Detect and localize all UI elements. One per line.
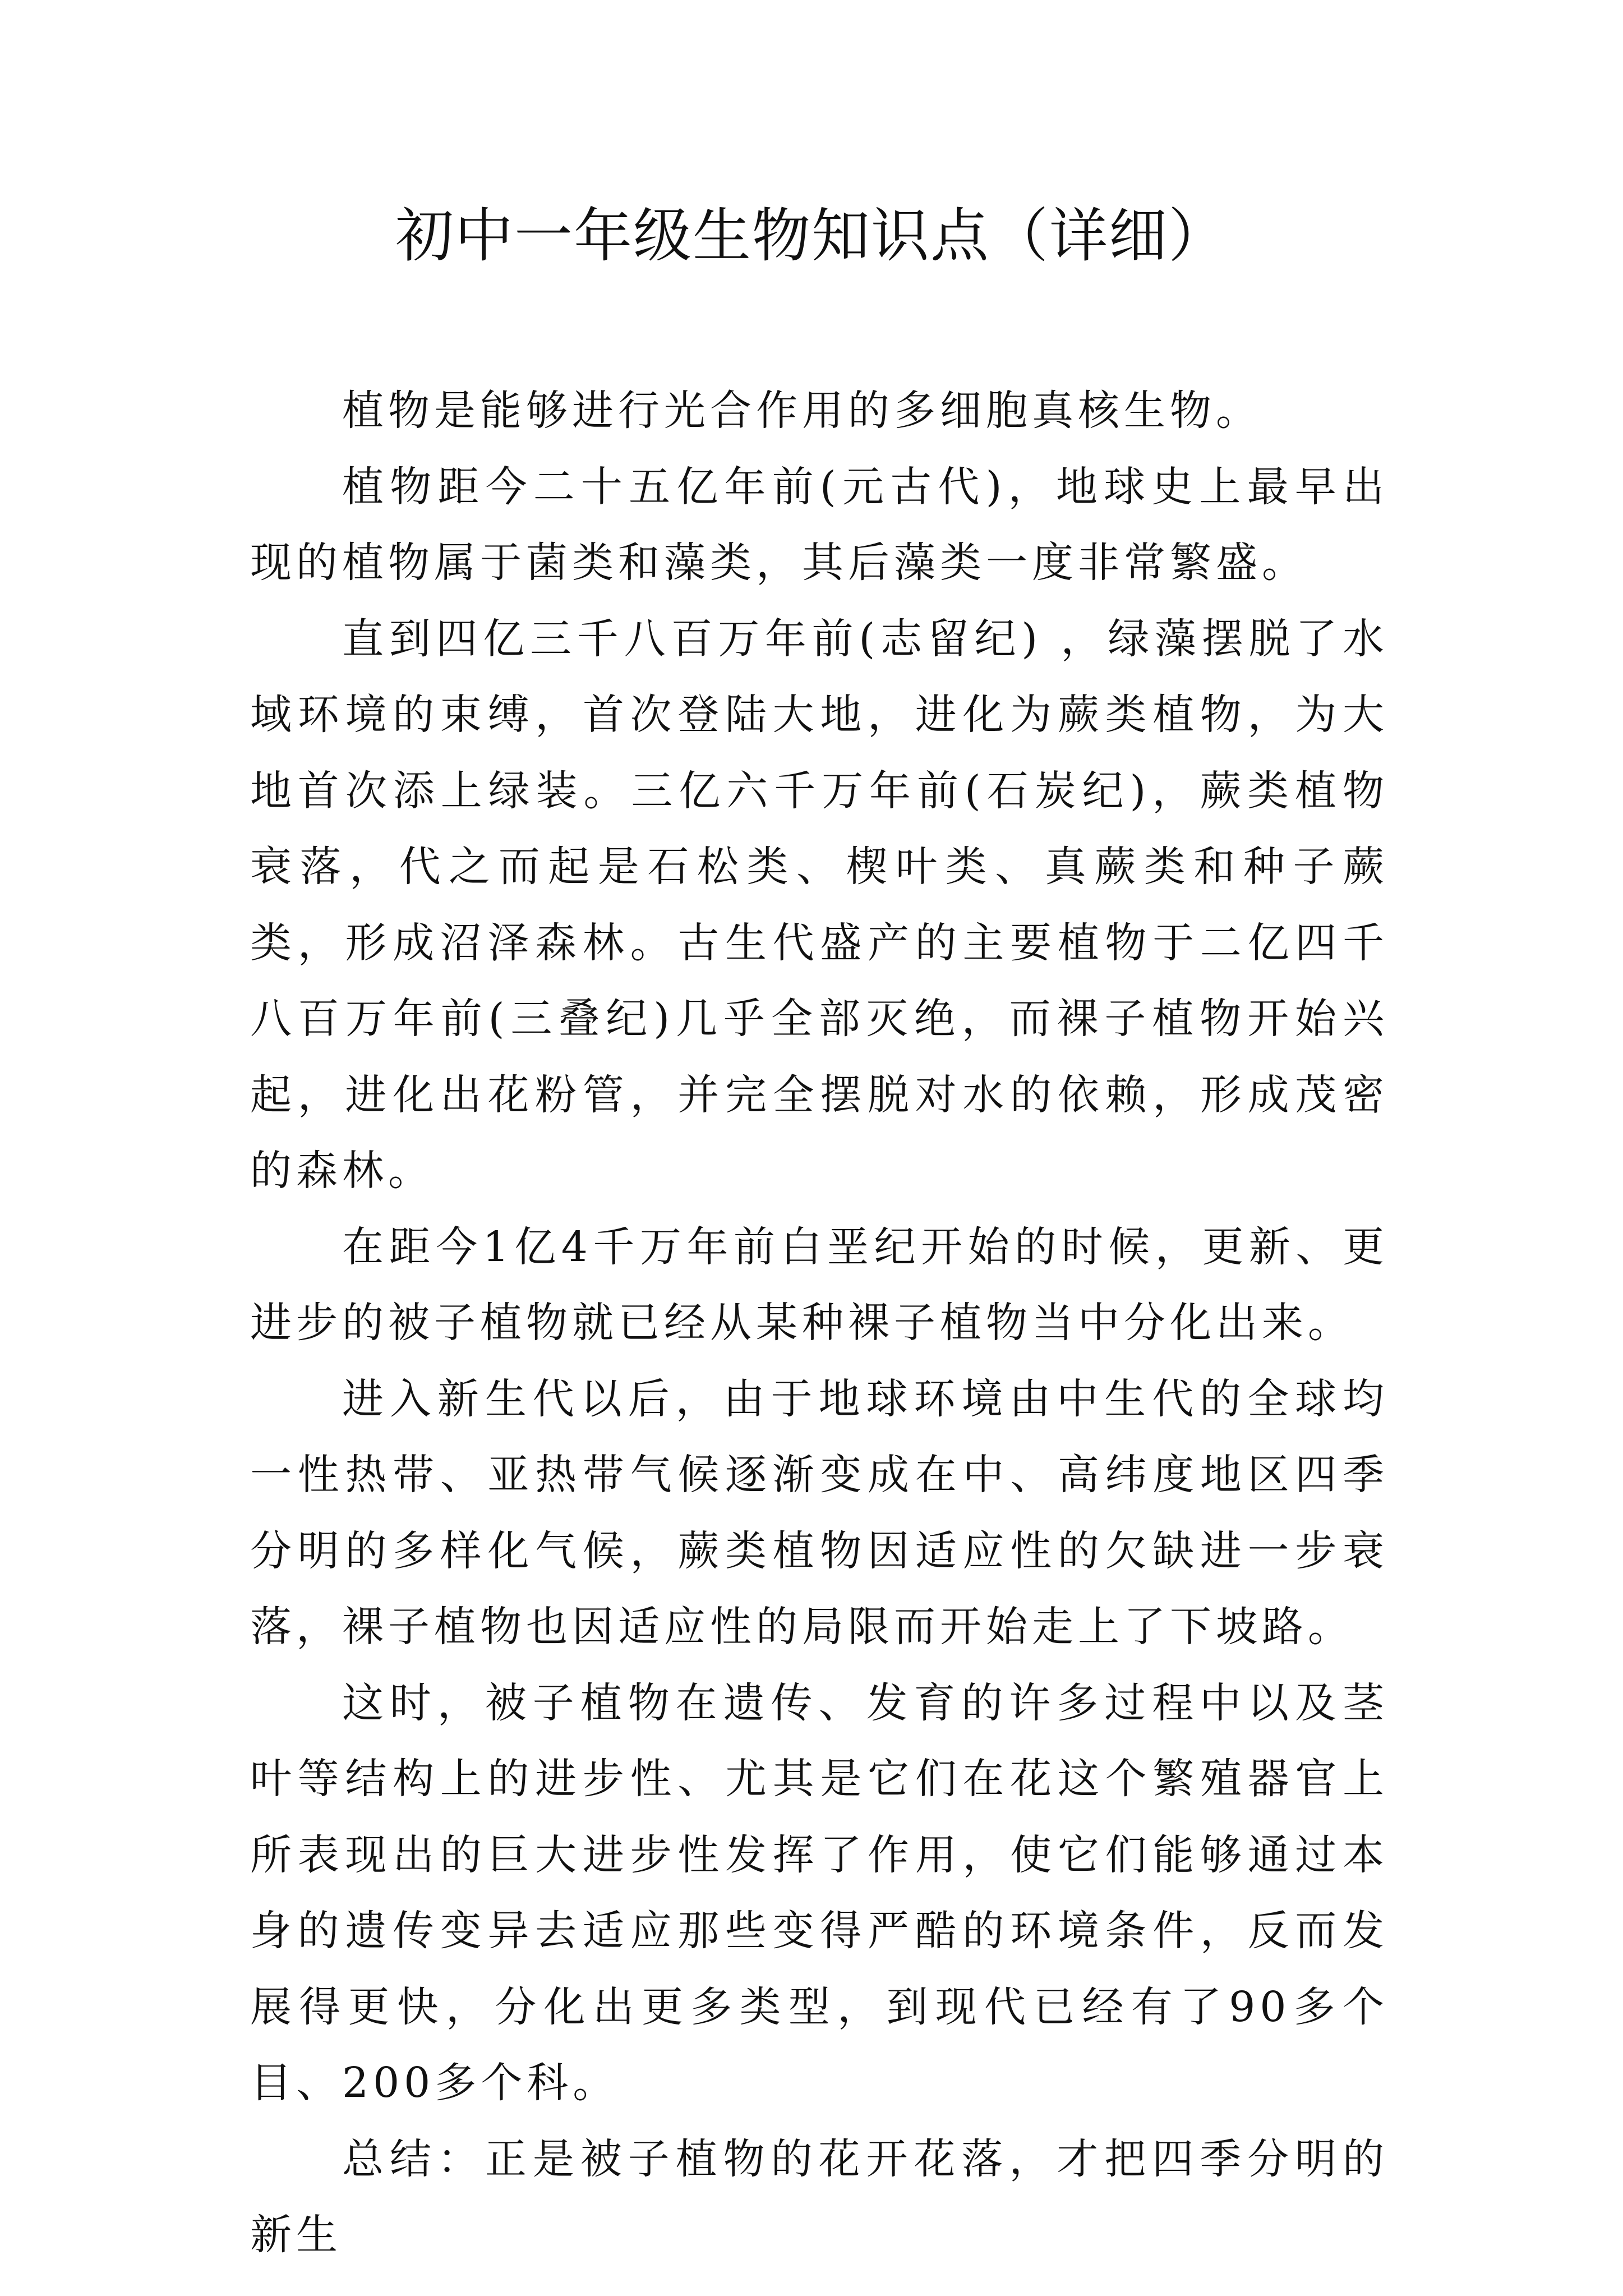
paragraph-5: 进入新生代以后，由于地球环境由中生代的全球均一性热带、亚热带气候逐渐变成在中、高纬度地区四季分明的多样化气候，蕨类植物因适应性的欠缺进一步衰落，裸子植物也因适应性的局限而开始走上了下坡路。: [250, 1374, 1389, 1651]
document-title: 初中一年级生物知识点（详细）: [395, 201, 1228, 270]
paragraph-6: 这时，被子植物在遗传、发育的许多过程中以及茎叶等结构上的进步性、尤其是它们在花这个繁殖器官上所表现出的巨大进步性发挥了作用，使它们能够通过本身的遗传变异去适应那些变得严酷的环境条件，反而发展得更快，分化出更多类型，到现代已经有了90多个目、200多个科。: [250, 1678, 1389, 2107]
document-body: [250, 373, 1389, 2274]
paragraph-3: 直到四亿三千八百万年前(志留纪) ，绿藻摆脱了水域环境的束缚，首次登陆大地，进化为蕨类植物，为大地首次添上绿装。三亿六千万年前(石炭纪)，蕨类植物衰落，代之而起是石松类、楔叶类、真蕨类和种子蕨类，形成沼泽森林。古生代盛产的主要植物于二亿四千八百万年前(三叠纪)几乎全部灭绝，而裸子植物开始兴起，进化出花粉管，并完全摆脱对水的依赖，形成茂密的森林。: [250, 614, 1389, 1195]
paragraph-1: 植物是能够进行光合作用的多细胞真核生物。: [342, 386, 1262, 435]
paragraph-7: 总结：正是被子植物的花开花落，才把四季分明的新生: [250, 2134, 1389, 2259]
paragraph-4: 在距今1亿4千万年前白垩纪开始的时候，更新、更进步的被子植物就已经从某种裸子植物当中分化出来。: [250, 1222, 1389, 1347]
paragraph-2: 植物距今二十五亿年前(元古代)，地球史上最早出现的植物属于菌类和藻类，其后藻类一度非常繁盛。: [250, 462, 1389, 587]
